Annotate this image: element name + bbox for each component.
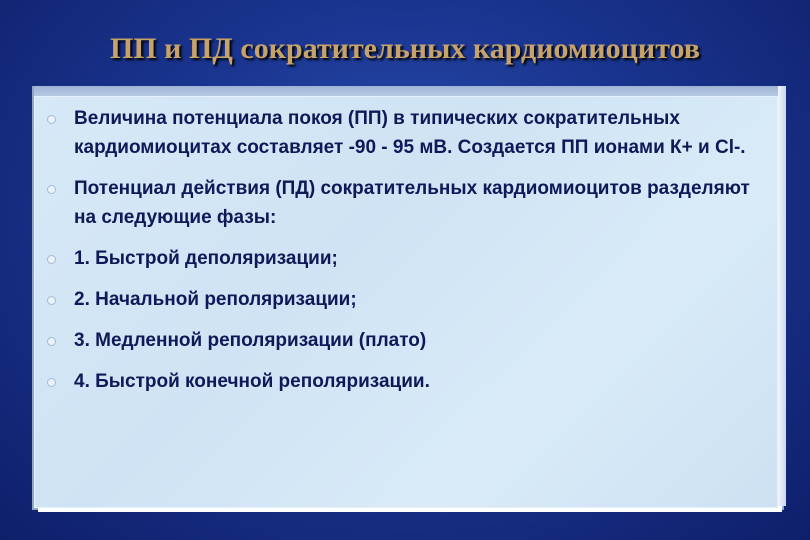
bullet-list <box>40 104 760 408</box>
list-item-text: 2. Начальной реполяризации; <box>74 289 357 310</box>
list-item-text: 1. Быстрой деполяризации; <box>74 248 338 269</box>
bullet-icon <box>48 297 55 304</box>
bullet-icon <box>48 379 55 386</box>
list-item <box>40 326 760 355</box>
bullet-icon <box>48 256 55 263</box>
list-item-text: 3. Медленной реполяризации (плато) <box>74 330 427 351</box>
list-item-text: Величина потенциала покоя (ПП) в типических сократительных кардиомиоцитах составляет -90 - 95 мВ. Создается ПП ионами К+ и Cl-. <box>74 108 746 158</box>
bullet-icon <box>48 116 55 123</box>
list-item-text: 4. Быстрой конечной реполяризации. <box>74 371 430 392</box>
list-item <box>40 285 760 314</box>
list-item <box>40 244 760 273</box>
list-item <box>40 104 760 162</box>
bullet-icon <box>48 186 55 193</box>
bullet-icon <box>48 338 55 345</box>
list-item-text: Потенциал действия (ПД) сократительных кардиомиоцитов разделяют на следующие фазы: <box>74 178 750 228</box>
list-item <box>40 174 760 232</box>
slide-title: ПП и ПД сократительных кардиомиоцитов <box>109 32 700 65</box>
list-item <box>40 367 760 396</box>
